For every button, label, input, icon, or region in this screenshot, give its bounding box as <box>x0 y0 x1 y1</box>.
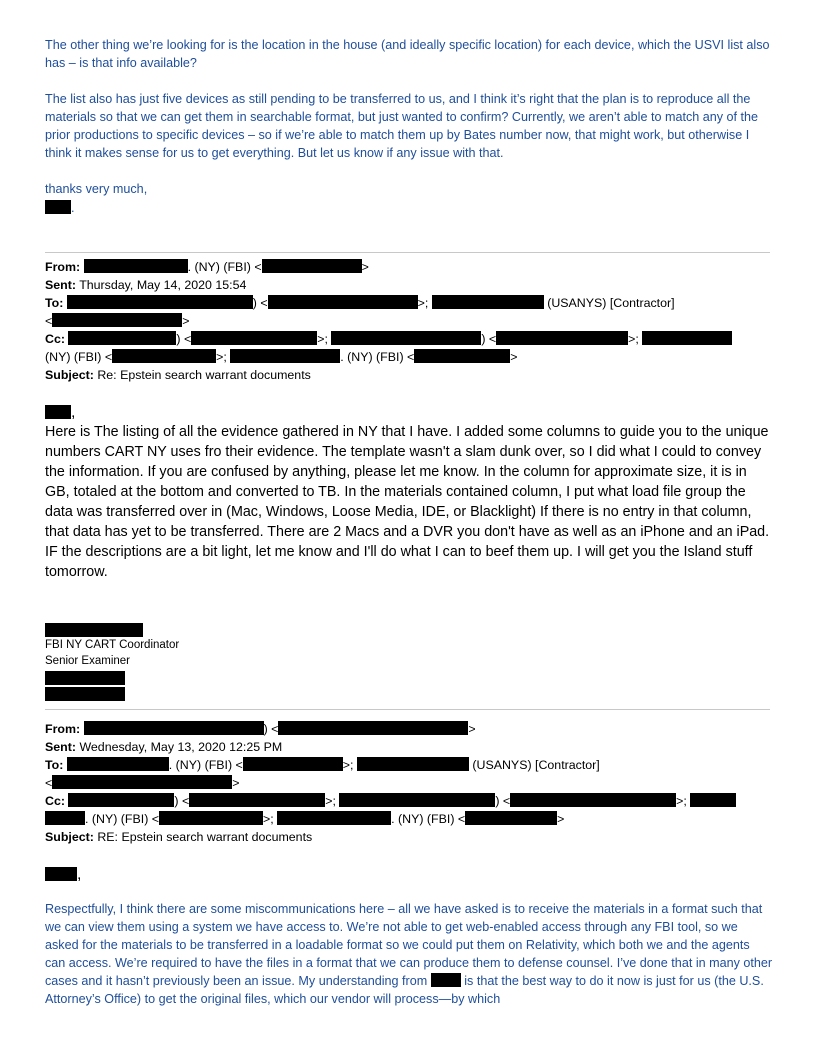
separator-1 <box>45 252 770 253</box>
email3-from-line: From: ) < > <box>45 722 476 736</box>
email3-greeting-redaction: , <box>45 866 775 884</box>
email3-cc-line-2: . (NY) (FBI) < >; . (NY) (FBI) < > <box>45 810 775 828</box>
email1-paragraph-2: The list also has just five devices as still pending to be transferred to us, and I think it’s right that the plan is to reproduce all the materials so that we can get them in searchable format, but just wanted to confirm? Currently, we aren’t able to match any of the prior productions to specific devices – so if we’re able to match them up by Bates number now, that might work, but otherwise I think it makes sense for us to get everything. But let us know if any issue with that. <box>45 92 759 160</box>
email3-sent-line: Sent: Wednesday, May 13, 2020 12:25 PM <box>45 740 283 754</box>
email2-sent-line: Sent: Thursday, May 14, 2020 15:54 <box>45 278 247 292</box>
email2-cc-line-2: (NY) (FBI) < >; . (NY) (FBI) < > <box>45 350 518 364</box>
email1-signature-redaction: . <box>45 199 775 217</box>
email2-from-line: From: . (NY) (FBI) < > <box>45 260 369 274</box>
email2-to-line: To: ) < >; (USANYS) [Contractor] <box>45 296 675 310</box>
email3-body: Respectfully, I think there are some miscommunications here – all we have asked is to receive the materials in a format such that we can view them using a system we have access to. We’re not able to get web-enabled access through any FBI tool, so we asked for the materials to be transferred in a loadable format so we could put them on Relativity, which both we and the agents can access. We’re required to have the files in a format that we can produce them to defense counsel. I’ve done that in many other cases and it hasn’t previously been an issue. My understanding from is that the best way to do it now is just for us (the U.S. Attorney’s Office) to get the original files, which our vendor will process—by which <box>45 902 773 1006</box>
email3-subject-line: Subject: RE: Epstein search warrant documents <box>45 830 313 844</box>
from-label: From: <box>45 260 81 274</box>
email2-subject-line: Subject: Re: Epstein search warrant documents <box>45 368 311 382</box>
email1-paragraph-1: The other thing we’re looking for is the location in the house (and ideally specific location) for each device, which the USVI list also has – is that info available? <box>45 38 770 70</box>
email2-greeting-redaction: , <box>45 404 775 422</box>
email2-body: Here is The listing of all the evidence gathered in NY that I have. I added some columns to guide you to the unique numbers CART NY uses fro their evidence. The template wasn't a slam dunk over, so I did what I could to convey the information. If you are confused by anything, please let me know. In the column for approximate size, it is in GB, totaled at the bottom and converted to TB. In the materials contained column, I put what load file group the data was transferred over in (Mac, Windows, Loose Media, IDE, or Blacklight) If there is no entry in that column, that data has yet to be transferred. There are 2 Macs and a DVR you don't have as well as an iPhone and an iPad. IF the descriptions are a bit light, let me know and I'll do what I can to beef them up. I will get you the Island stuff tomorrow. <box>45 424 770 580</box>
email2-to-line-2: < > <box>45 314 190 328</box>
email3-to-line-2: < > <box>45 776 240 790</box>
separator-2 <box>45 709 770 710</box>
signature-redaction-2 <box>45 686 775 704</box>
email1-closing: thanks very much, <box>45 182 148 196</box>
email3-cc-line: Cc: ) < >; ) < >; <box>45 792 775 810</box>
signature-title-2: Senior Examiner <box>45 655 131 667</box>
signature-title-1: FBI NY CART Coordinator <box>45 639 180 651</box>
email2-cc-line: Cc: ) < >; ) < >; <box>45 330 775 348</box>
email3-to-line: To: . (NY) (FBI) < >; (USANYS) [Contractor] <box>45 758 600 772</box>
